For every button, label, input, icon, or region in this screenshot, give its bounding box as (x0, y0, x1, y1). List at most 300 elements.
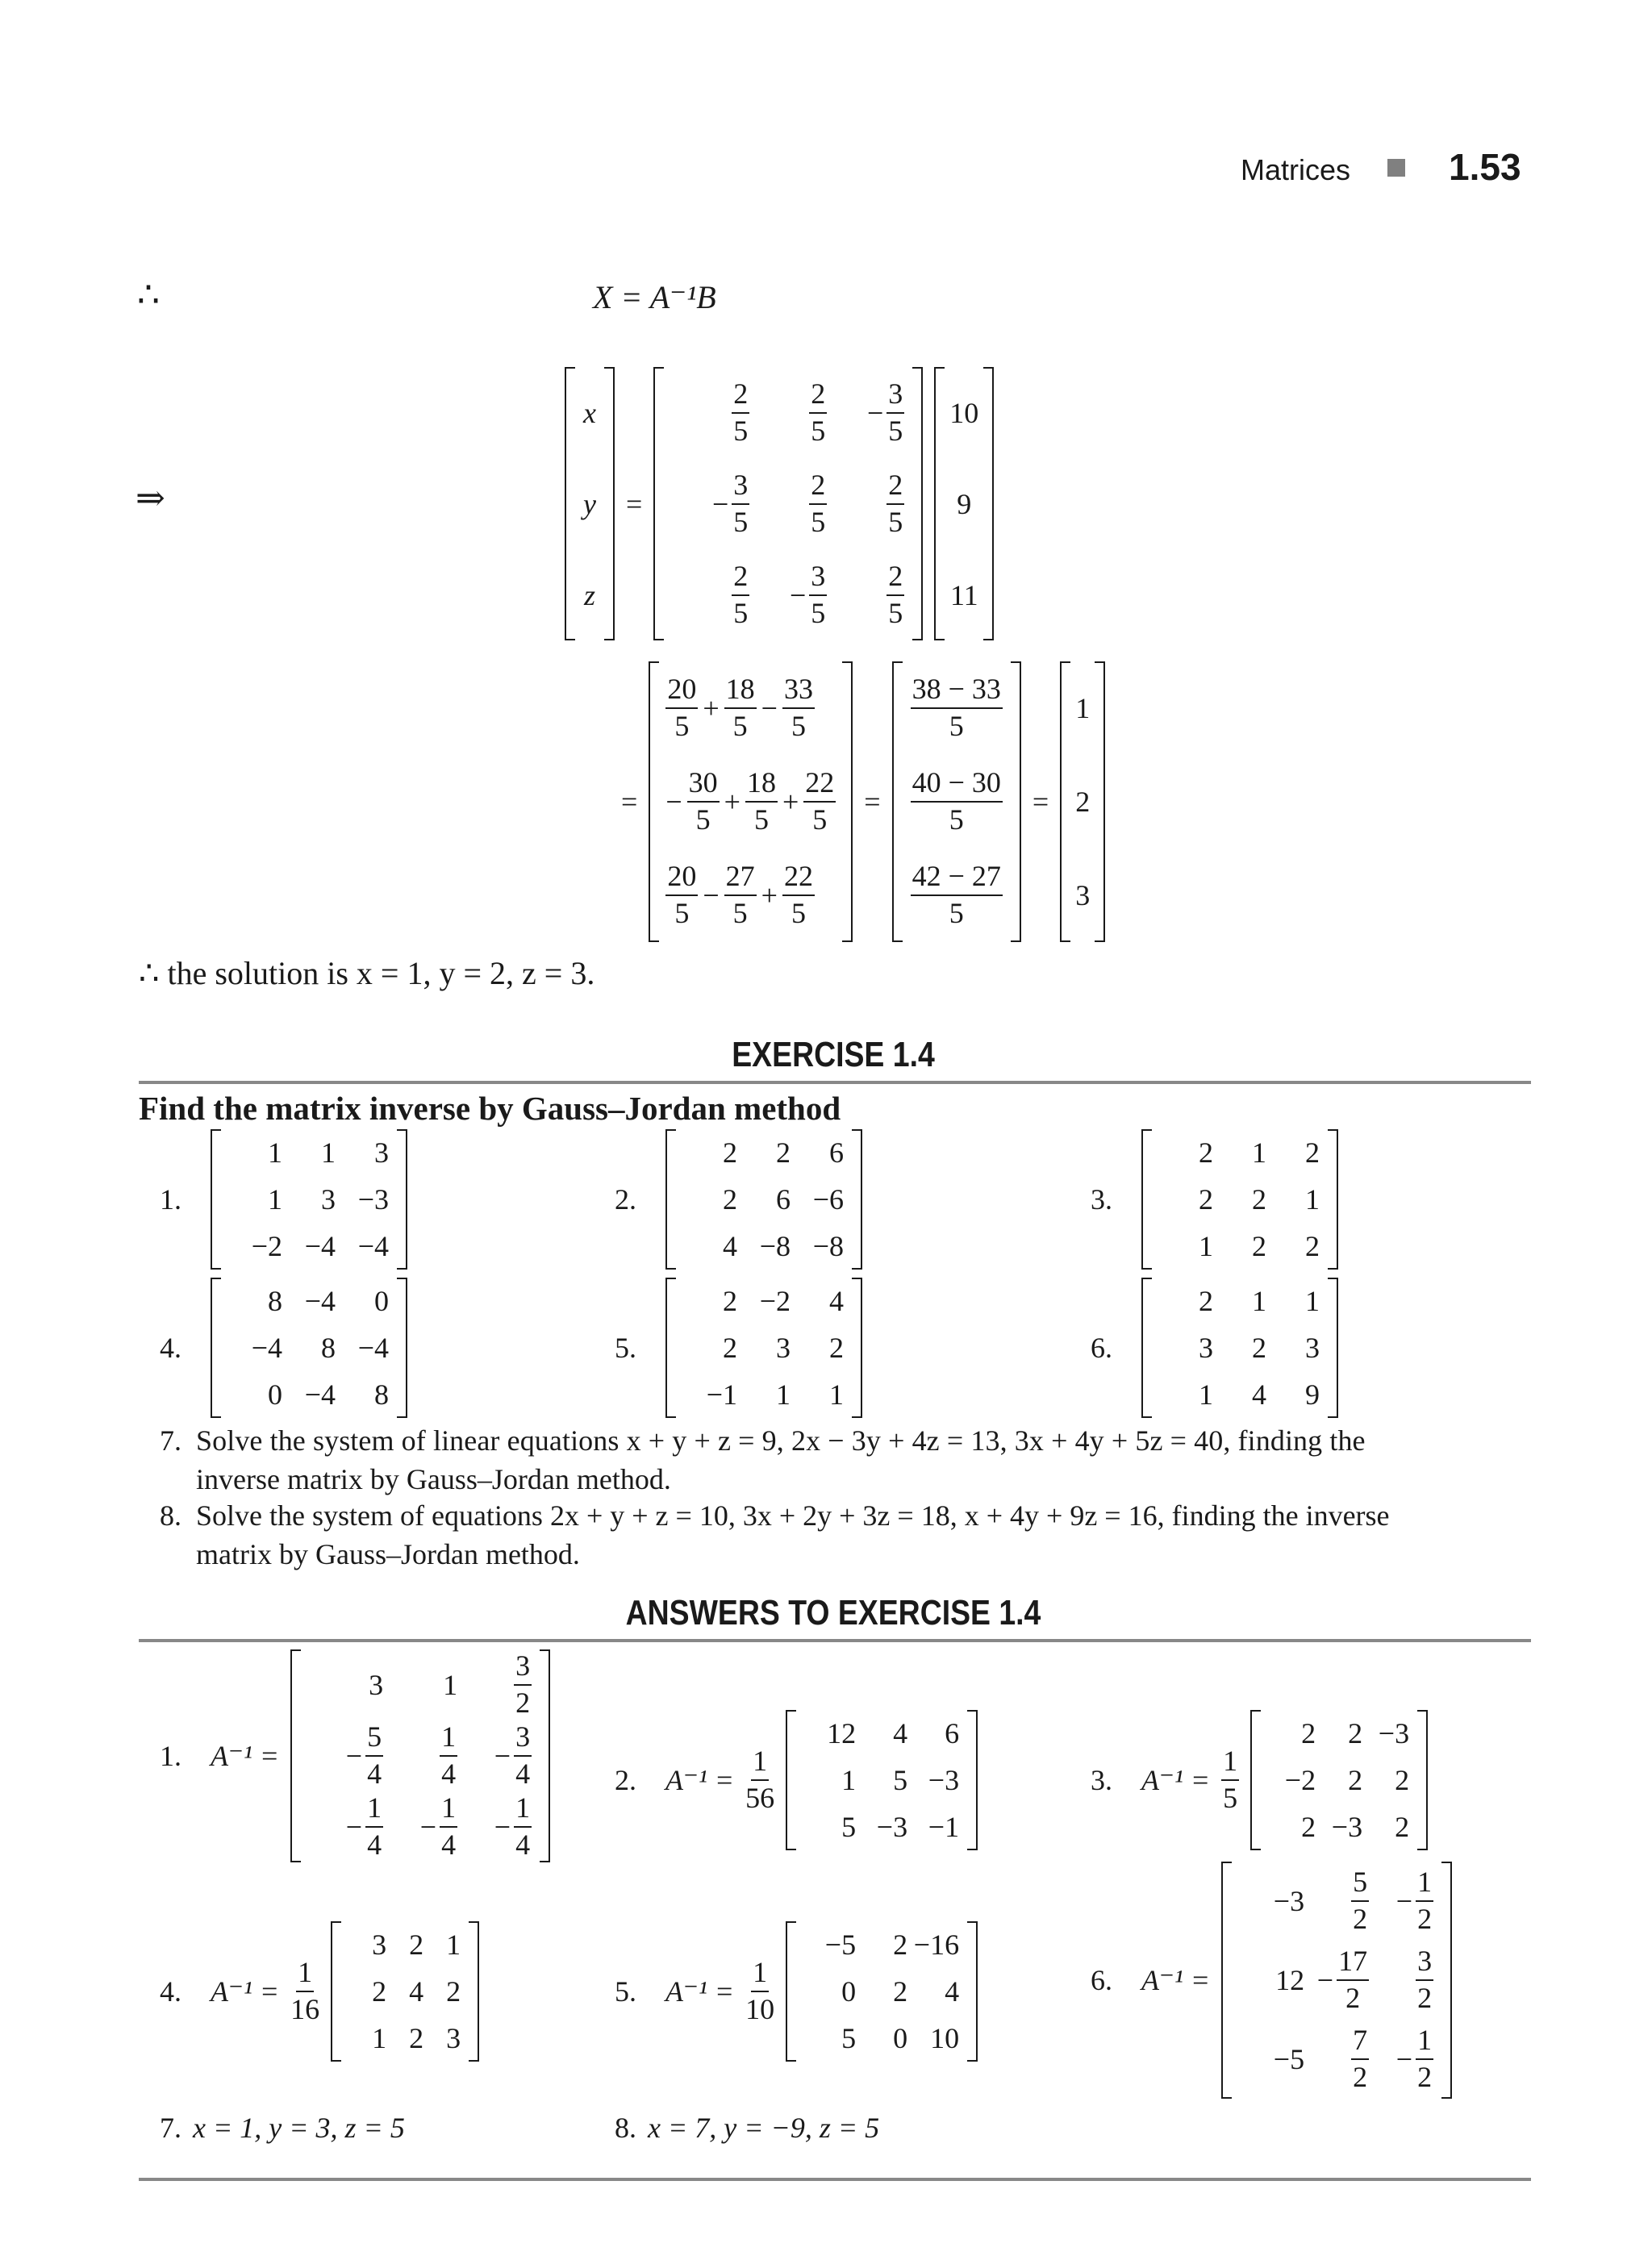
left-bracket (211, 1129, 221, 1270)
denominator: 4 (367, 1758, 382, 1790)
fraction (1351, 1867, 1369, 1935)
numerator: 3 (886, 379, 904, 414)
fraction (782, 861, 815, 929)
matrix-entry (712, 470, 749, 538)
sign: − (419, 1811, 437, 1843)
fraction (1416, 1867, 1433, 1935)
problem-6 (1091, 1278, 1338, 1418)
numerator: 1 (440, 1793, 457, 1828)
matrix-entry: 5 (841, 1811, 857, 1843)
inverse-lhs: A⁻¹ = (665, 1975, 735, 2008)
matrix-entry: 0 (374, 1285, 389, 1317)
formula: X = A⁻¹B (593, 279, 716, 315)
numerator: 2 (886, 470, 904, 505)
matrix-entry: 9 (1305, 1378, 1320, 1411)
denominator: 16 (290, 1993, 320, 2025)
sign: − (711, 487, 729, 520)
denominator: 4 (515, 1758, 531, 1790)
inverse-lhs: A⁻¹ = (665, 1764, 735, 1796)
problem-7-line2: inverse matrix by Gauss–Jordan method. (196, 1463, 671, 1495)
matrix-entry: 2 (1348, 1764, 1363, 1796)
matrix-entry: −4 (304, 1378, 336, 1411)
sign: − (789, 578, 807, 611)
matrix-entry: 2 (1199, 1285, 1213, 1317)
right-bracket (397, 1278, 407, 1418)
evaluation-chain (621, 661, 1105, 942)
answer-row (615, 1921, 978, 2062)
combined-vector (892, 661, 1021, 942)
denominator: 5 (812, 803, 828, 836)
problem-row (1091, 1129, 1338, 1270)
numerator: 20 (665, 674, 698, 709)
matrix-body (341, 1921, 469, 2062)
left-bracket (665, 1278, 676, 1418)
matrix-entry: 0 (268, 1378, 282, 1411)
numerator: 3 (732, 470, 749, 505)
matrix-entry: 2 (723, 1332, 737, 1364)
fraction (1416, 2025, 1433, 2093)
sign: − (494, 1811, 511, 1843)
sign: − (494, 1740, 511, 1772)
operator: + (724, 786, 740, 818)
answer-6 (1091, 1862, 1452, 2099)
matrix-body (221, 1129, 397, 1270)
matrix-entry: 4 (945, 1975, 960, 2008)
fraction (365, 1793, 383, 1861)
answer-2 (615, 1710, 978, 1850)
matrix-entry: −2 (1284, 1764, 1316, 1796)
denominator: 5 (733, 505, 749, 538)
matrix-entry (809, 470, 827, 538)
operator: + (703, 692, 720, 724)
expression-row (665, 674, 836, 742)
matrix-body (796, 1710, 967, 1850)
answer-3 (1091, 1710, 1428, 1850)
denominator: 5 (949, 710, 964, 742)
fraction (803, 768, 836, 836)
answers-title: ANSWERS TO EXERCISE 1.4 (625, 1593, 1041, 1633)
matrix-entry: 2 (829, 1332, 844, 1364)
equals-sign: = (864, 786, 881, 818)
matrix-entry (867, 379, 904, 447)
denominator: 5 (732, 897, 748, 929)
matrix-body (1152, 1129, 1328, 1270)
matrix-entry: 2 (409, 2022, 424, 2054)
entry-value: −3 (1273, 1885, 1305, 1917)
matrix-entry: 6 (945, 1717, 960, 1749)
matrix-entry (1396, 2025, 1433, 2093)
matrix-entry: 12 (827, 1717, 857, 1749)
matrix-entry (790, 561, 827, 629)
matrix-entry: 1 (829, 1378, 844, 1411)
problem-row (160, 1278, 407, 1418)
equals-sign: = (1032, 786, 1049, 818)
denominator: 5 (674, 897, 690, 929)
matrix-entry: 4 (723, 1230, 737, 1262)
matrix-entry (732, 379, 749, 447)
numerator: 2 (732, 379, 749, 414)
sign: − (1316, 1964, 1334, 1996)
matrix-entry: 2 (1301, 1717, 1316, 1749)
matrix-entry: 8 (268, 1285, 282, 1317)
matrix-entry (732, 561, 749, 629)
fraction (440, 1722, 457, 1790)
denominator: 5 (695, 803, 711, 836)
denominator: 5 (733, 414, 749, 447)
matrix-entry: 2 (893, 1975, 908, 2008)
right-bracket (397, 1129, 407, 1270)
matrix-entry: 4 (409, 1975, 424, 2008)
problem-8 (160, 1496, 1531, 1574)
matrix-entry (494, 1793, 532, 1861)
matrix-entry: 2 (1199, 1136, 1213, 1169)
numerator: 3 (1416, 1946, 1433, 1981)
implies-symbol: ⇒ (136, 478, 165, 518)
problem-row (1091, 1278, 1338, 1418)
matrix-entry: 2 (1348, 1717, 1363, 1749)
matrix-entry: 1 (1252, 1136, 1266, 1169)
operator: − (703, 879, 720, 911)
fraction (745, 1746, 774, 1814)
answer-row (1091, 1862, 1452, 2099)
matrix-entry: 2 (1252, 1230, 1266, 1262)
matrix (665, 1278, 862, 1418)
result-value: 1 (1075, 692, 1091, 724)
fraction (665, 861, 698, 929)
matrix-entry: 3 (776, 1332, 791, 1364)
problem-7-line1: Solve the system of linear equations x + y + z = 9, 2x − 3y + 4z = 13, 3x + 4y + 5z = 40, finding the (196, 1424, 1366, 1457)
denominator: 4 (441, 1758, 457, 1790)
matrix-entry: 6 (776, 1183, 791, 1216)
problem-label: 4. (160, 1332, 181, 1364)
expression-row (665, 768, 836, 836)
operator: + (761, 879, 778, 911)
matrix-entry: 2 (1395, 1811, 1410, 1843)
matrix-entry: 1 (268, 1183, 282, 1216)
answer-row (160, 1649, 550, 1862)
matrix-entry: −1 (928, 1811, 960, 1843)
inverse-matrix (653, 367, 923, 640)
numerator: 40 − 30 (911, 768, 1003, 803)
matrix-entry: 2 (372, 1975, 387, 2008)
denominator: 4 (515, 1829, 531, 1861)
matrix-entry (346, 1722, 383, 1790)
answer-7 (160, 2111, 405, 2145)
answer-8 (615, 2111, 879, 2145)
b-vector (934, 367, 994, 640)
matrix-entry: 3 (374, 1136, 389, 1169)
problem-8-line1: Solve the system of equations 2x + y + z = 10, 3x + 2y + 3z = 18, x + 4y + 9z = 16, finding the inverse (196, 1499, 1390, 1532)
b-value: 11 (949, 578, 978, 611)
result-value: 2 (1075, 786, 1091, 818)
fraction (886, 379, 904, 447)
matrix (786, 1710, 978, 1850)
answer-label: 2. (615, 1764, 636, 1796)
matrix-entry (809, 379, 827, 447)
matrix-entry: 6 (829, 1136, 844, 1169)
matrix-body (221, 1278, 397, 1418)
matrix-entry: 1 (776, 1378, 791, 1411)
matrix-entry: 1 (446, 1929, 461, 1961)
matrix-entry (1396, 1867, 1433, 1935)
fraction (911, 861, 1003, 929)
matrix-entry: 2 (723, 1285, 737, 1317)
denominator: 5 (888, 414, 903, 447)
answers-rule (139, 1639, 1531, 1642)
denominator: 2 (1353, 1903, 1368, 1935)
numerator: 38 − 33 (911, 674, 1003, 709)
problem-2 (615, 1129, 862, 1270)
matrix-body (1232, 1862, 1441, 2099)
answer-8-label: 8. (615, 2112, 636, 2144)
fraction (911, 768, 1003, 836)
sign: − (345, 1740, 363, 1772)
numerator: 1 (440, 1722, 457, 1757)
matrix-entry (440, 1722, 457, 1790)
matrix-entry: 3 (446, 2022, 461, 2054)
sign: − (1395, 1885, 1413, 1917)
matrix-entry: 2 (723, 1136, 737, 1169)
problem-row (160, 1129, 407, 1270)
entry-value: −5 (1273, 2043, 1305, 2075)
matrix-entry: −2 (251, 1230, 282, 1262)
matrix-entry: 2 (409, 1929, 424, 1961)
matrix-entry: 1 (372, 2022, 387, 2054)
matrix-entry: 3 (321, 1183, 336, 1216)
right-bracket (540, 1649, 550, 1862)
denominator: 5 (732, 710, 748, 742)
matrix-entry: 2 (1252, 1183, 1266, 1216)
b-value: 10 (949, 396, 979, 429)
expanded-matrix (649, 661, 853, 942)
denominator: 4 (367, 1829, 382, 1861)
denominator: 2 (1345, 1982, 1361, 2014)
matrix-entry: 2 (776, 1136, 791, 1169)
denominator: 56 (745, 1782, 775, 1814)
fraction (724, 861, 757, 929)
solution-statement: ∴ the solution is x = 1, y = 2, z = 3. (139, 955, 595, 991)
problem-8-line2: matrix by Gauss–Jordan method. (196, 1538, 580, 1570)
expression-row (665, 861, 836, 929)
answer-label: 4. (160, 1975, 181, 2008)
matrix-body (796, 1921, 967, 2062)
matrix-entry (1351, 2025, 1369, 2093)
fraction (1337, 1946, 1369, 2014)
numerator: 2 (809, 379, 827, 414)
fraction (782, 674, 815, 742)
equals-sign: = (625, 487, 643, 520)
inverse-lhs: A⁻¹ = (1141, 1964, 1211, 1996)
denominator: 5 (674, 710, 690, 742)
matrix-entry (369, 1668, 383, 1702)
denominator: 2 (1353, 2061, 1368, 2093)
matrix-entry: 0 (841, 1975, 857, 2008)
fraction (745, 768, 778, 836)
exercise-instruction: Find the matrix inverse by Gauss–Jordan method (139, 1090, 841, 1127)
matrix-entry: 2 (446, 1975, 461, 2008)
numerator: 33 (782, 674, 815, 709)
matrix-entry (1274, 1884, 1304, 1918)
entry-value: 1 (443, 1669, 458, 1701)
left-bracket (786, 1710, 796, 1850)
fraction (514, 1722, 532, 1790)
matrix-entry (443, 1668, 457, 1702)
numerator: 20 (665, 861, 698, 896)
problem-7-label: 7. (160, 1424, 181, 1457)
matrix (665, 1129, 862, 1270)
numerator: 5 (365, 1722, 383, 1757)
fraction (886, 470, 904, 538)
matrix-entry: −6 (812, 1183, 844, 1216)
left-bracket (665, 1129, 676, 1270)
fraction (732, 470, 749, 538)
answer-1 (160, 1649, 550, 1862)
problem-1 (160, 1129, 407, 1270)
matrix-entry: 4 (829, 1285, 844, 1317)
matrix-entry: 4 (1252, 1378, 1266, 1411)
fraction (665, 674, 698, 742)
fraction (809, 561, 827, 629)
matrix-entry: −3 (1331, 1811, 1363, 1843)
matrix-entry: −3 (357, 1183, 389, 1216)
answer-row (160, 1921, 479, 2062)
matrix (1141, 1129, 1338, 1270)
matrix-entry (886, 561, 904, 629)
numerator: 1 (1416, 1867, 1433, 1902)
fraction (809, 379, 827, 447)
matrix-entry: 5 (893, 1764, 908, 1796)
matrix-entry: 3 (1199, 1332, 1213, 1364)
matrix (1141, 1278, 1338, 1418)
fraction (1351, 2025, 1369, 2093)
answer-7-text: x = 1, y = 3, z = 5 (193, 2112, 405, 2144)
numerator: 30 (687, 768, 720, 803)
right-bracket (1328, 1278, 1338, 1418)
left-bracket (1141, 1278, 1152, 1418)
fraction (365, 1722, 383, 1790)
matrix-entry: 1 (841, 1764, 857, 1796)
equals-sign: = (621, 786, 638, 818)
problem-4 (160, 1278, 407, 1418)
numerator: 2 (732, 561, 749, 596)
matrix-entry: −3 (1378, 1717, 1410, 1749)
matrix-equation (565, 367, 994, 640)
matrix (211, 1278, 407, 1418)
matrix-body (301, 1649, 540, 1862)
matrix-entry: 0 (893, 2022, 908, 2054)
problem-5 (615, 1278, 862, 1418)
denominator: 5 (1223, 1782, 1238, 1814)
answer-4 (160, 1921, 479, 2062)
numerator: 1 (751, 1746, 769, 1781)
matrix (211, 1129, 407, 1270)
denominator: 10 (745, 1993, 775, 2025)
matrix-entry: −3 (928, 1764, 960, 1796)
problem-label: 3. (1091, 1183, 1112, 1216)
matrix-entry: 10 (930, 2022, 960, 2054)
fraction (1221, 1746, 1239, 1814)
denominator: 5 (811, 414, 826, 447)
matrix-entry: 2 (1301, 1811, 1316, 1843)
right-bracket (1328, 1129, 1338, 1270)
matrix-entry: −2 (759, 1285, 791, 1317)
denominator: 5 (949, 803, 964, 836)
denominator: 5 (733, 596, 749, 629)
matrix-entry: −1 (706, 1378, 737, 1411)
result-vector (1060, 661, 1105, 942)
matrix-entry (1317, 1946, 1369, 2014)
inverse-lhs: A⁻¹ = (211, 1740, 280, 1772)
fraction (514, 1793, 532, 1861)
matrix-entry: 1 (1199, 1230, 1213, 1262)
numerator: 22 (803, 768, 836, 803)
matrix-entry: 1 (1199, 1378, 1213, 1411)
matrix-entry: 1 (268, 1136, 282, 1169)
sign: − (1395, 2043, 1413, 2075)
matrix-entry: 2 (1199, 1183, 1213, 1216)
fraction (724, 674, 757, 742)
right-bracket (967, 1710, 978, 1850)
matrix-entry: −3 (876, 1811, 908, 1843)
problem-label: 6. (1091, 1332, 1112, 1364)
matrix-entry: 1 (1305, 1285, 1320, 1317)
numerator: 2 (809, 470, 827, 505)
matrix-body (676, 1129, 852, 1270)
numerator: 3 (809, 561, 827, 596)
page-number: 1.53 (1449, 146, 1521, 188)
numerator: 1 (296, 1958, 314, 1992)
matrix-entry: 1 (1252, 1285, 1266, 1317)
right-bracket (1441, 1862, 1452, 2099)
matrix-entry: −4 (304, 1230, 336, 1262)
matrix-entry: 1 (1305, 1183, 1320, 1216)
matrix-entry (346, 1793, 383, 1861)
answer-5 (615, 1921, 978, 2062)
matrix-entry (1416, 1946, 1433, 2014)
matrix (1221, 1862, 1452, 2099)
numerator: 1 (365, 1793, 383, 1828)
matrix-entry: 8 (321, 1332, 336, 1364)
right-bracket (1417, 1710, 1428, 1850)
denominator: 5 (888, 505, 903, 538)
matrix-body (676, 1278, 852, 1418)
left-bracket (786, 1921, 796, 2062)
denominator: 5 (949, 897, 964, 929)
entry-value: 3 (369, 1669, 384, 1701)
matrix-entry (1275, 1963, 1304, 1997)
problem-3 (1091, 1129, 1338, 1270)
answer-row (615, 1710, 978, 1850)
problem-label: 1. (160, 1183, 181, 1216)
answer-label: 6. (1091, 1964, 1112, 1996)
operator: + (782, 786, 799, 818)
answer-7-label: 7. (160, 2112, 181, 2144)
numerator: 27 (724, 861, 757, 896)
matrix-body (1261, 1710, 1417, 1850)
numerator: 2 (886, 561, 904, 596)
numerator: 3 (514, 1722, 532, 1757)
matrix-entry (886, 470, 904, 538)
therefore-symbol: ∴ (137, 275, 160, 315)
var-y: y (583, 487, 596, 520)
numerator: 1 (1221, 1746, 1239, 1781)
matrix (290, 1649, 550, 1862)
numerator: 22 (782, 861, 815, 896)
fraction (732, 379, 749, 447)
left-bracket (290, 1649, 301, 1862)
fraction (745, 1958, 774, 2025)
denominator: 2 (1417, 1982, 1433, 2014)
